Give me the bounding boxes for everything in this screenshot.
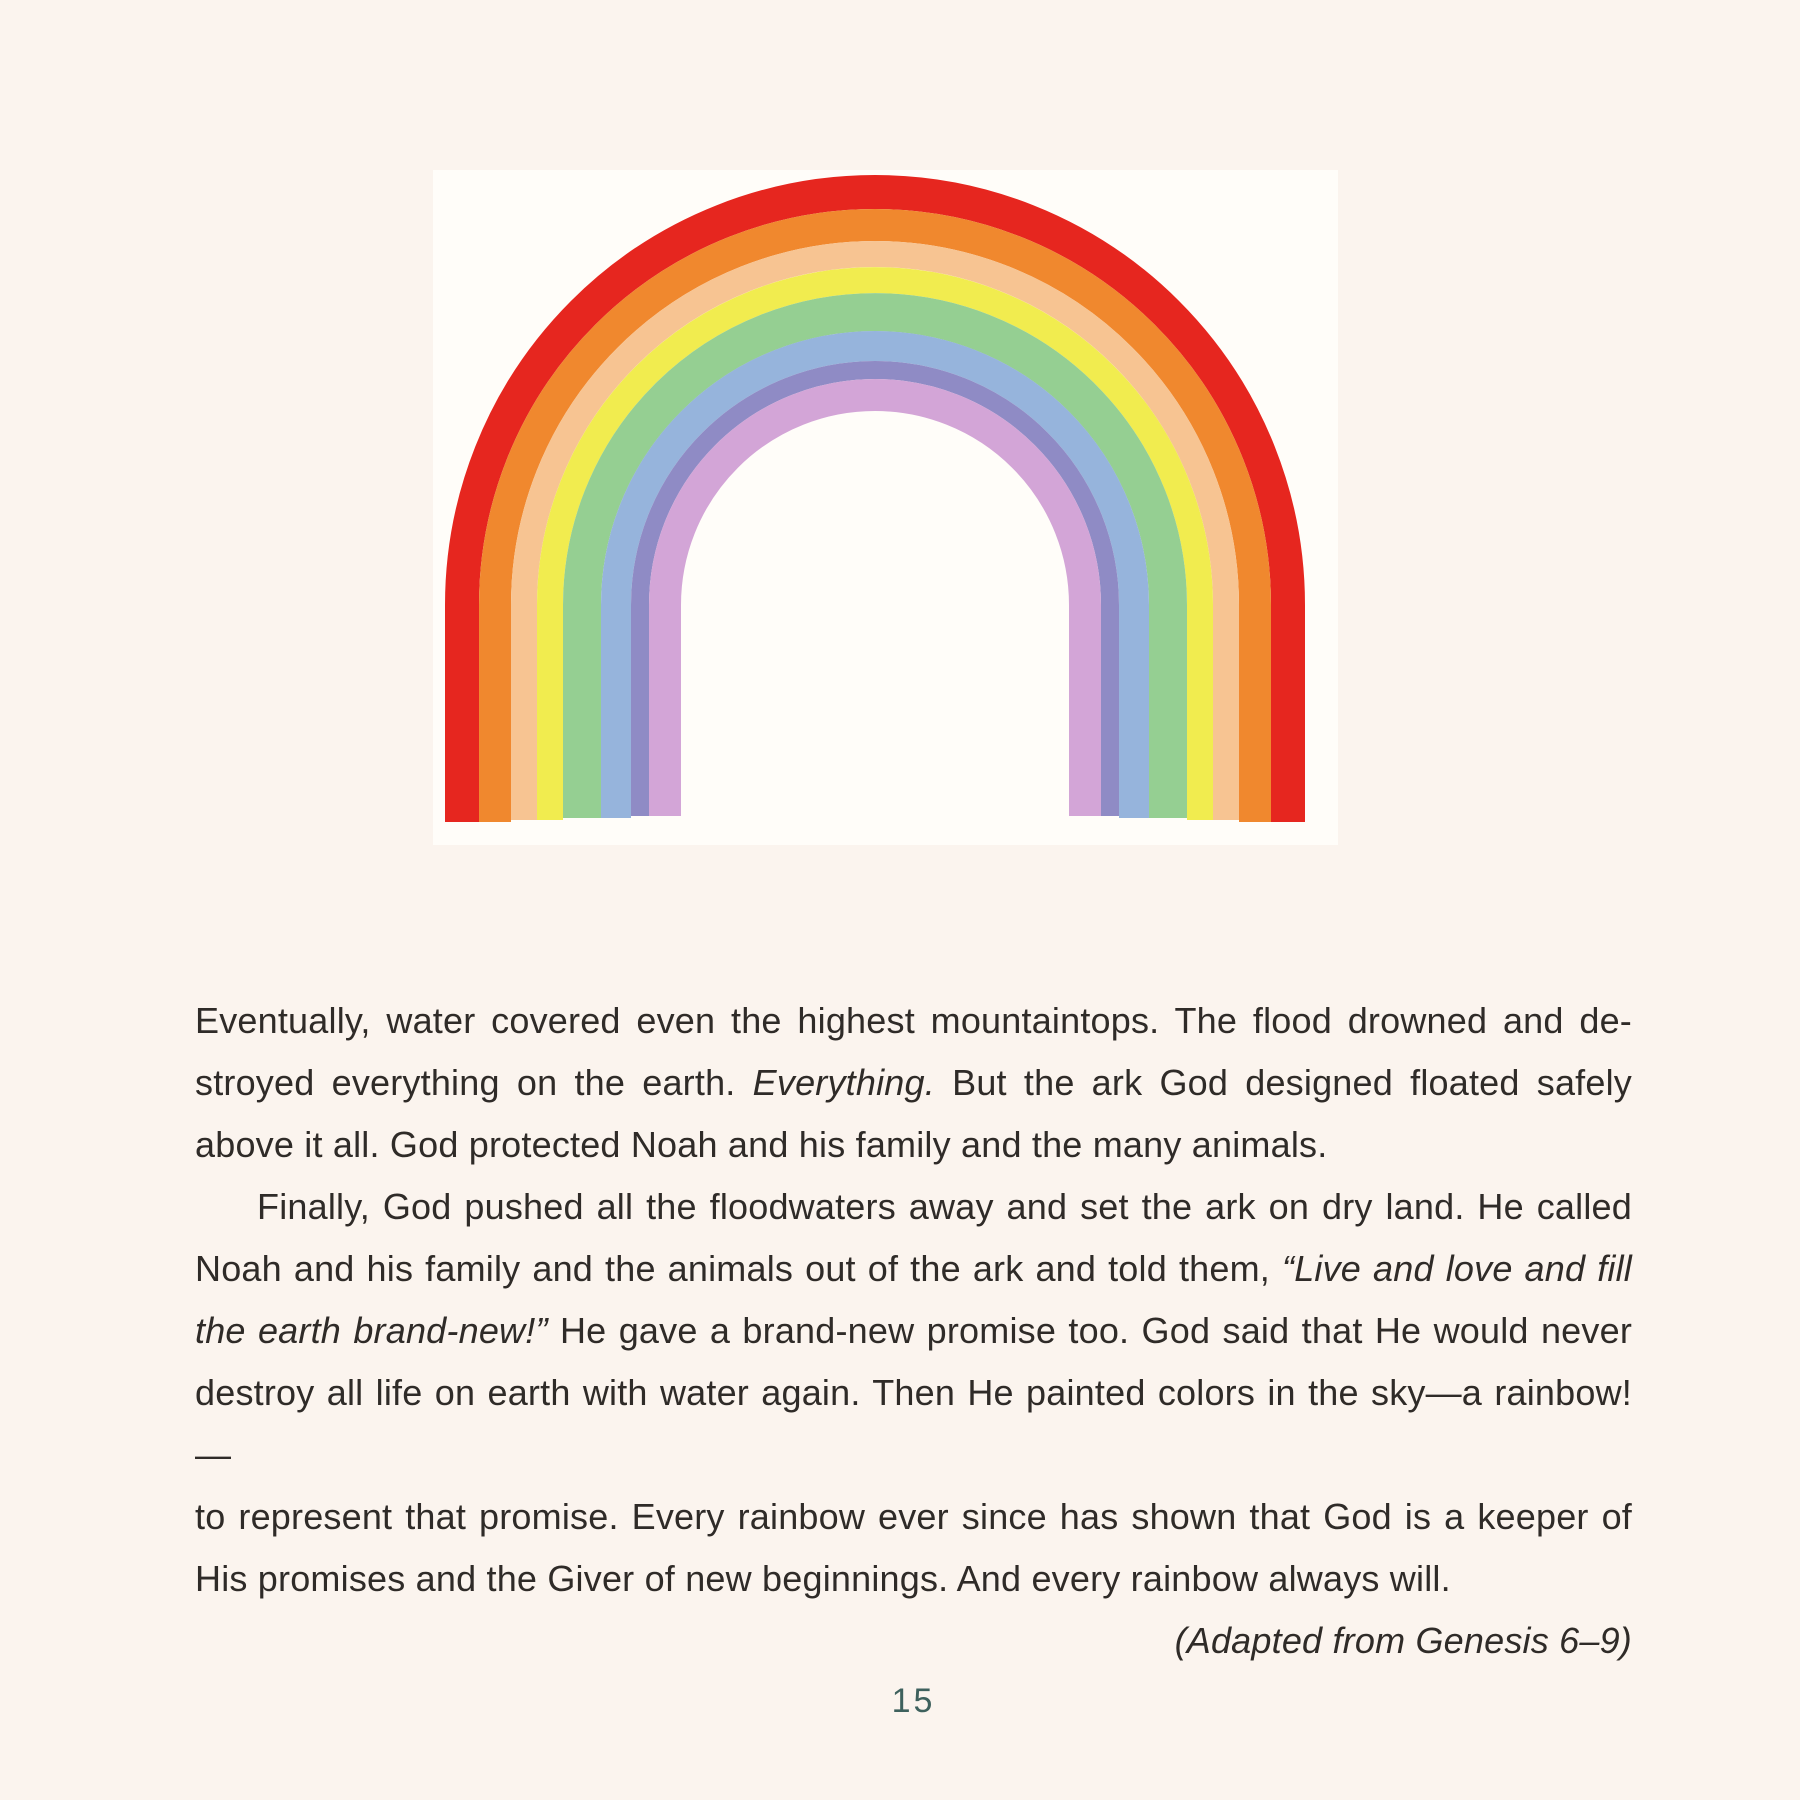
story-text	[195, 990, 1632, 1672]
text-line	[195, 1114, 1632, 1176]
text-line	[195, 1238, 1632, 1300]
page-number: 15	[891, 1682, 936, 1720]
text-line	[195, 1176, 1632, 1238]
rainbow-band-purple	[640, 370, 1110, 816]
text-segment: But the ark God designed floated safely	[934, 1062, 1633, 1103]
text-line	[195, 1548, 1632, 1610]
rainbow-band-blue	[616, 346, 1134, 818]
text-segment-italic: Everything.	[752, 1062, 935, 1103]
rainbow-illustration	[433, 170, 1338, 845]
rainbow-band-pink	[665, 395, 1085, 816]
text-line	[195, 1300, 1632, 1362]
illustration-card	[433, 170, 1338, 845]
text-segment-italic: the earth brand-new!”	[195, 1310, 548, 1351]
text-segment: Eventually, water covered even the highest mountaintops. The flood drowned and de-	[195, 1000, 1632, 1041]
text-segment: Noah and his family and the animals out of the ark and told them,	[195, 1248, 1282, 1289]
text-segment: His promises and the Giver of new beginnings. And every rainbow always will.	[195, 1558, 1451, 1599]
text-segment: stroyed everything on the earth.	[195, 1062, 753, 1103]
text-segment: to represent that promise. Every rainbow ever since has shown that God is a keeper of	[195, 1496, 1632, 1537]
text-segment: He gave a brand-new promise too. God said that He would never	[547, 1310, 1633, 1351]
text-segment: above it all. God protected Noah and his family and the many animals.	[195, 1124, 1328, 1165]
attribution-text: (Adapted from Genesis 6–9)	[1174, 1620, 1632, 1661]
rainbow-arch-bands	[462, 192, 1288, 822]
text-segment: Finally, God pushed all the floodwaters away and set the ark on dry land. He called	[257, 1186, 1632, 1227]
text-line	[195, 1486, 1632, 1548]
text-line	[195, 990, 1632, 1052]
text-line	[195, 1362, 1632, 1486]
text-line	[195, 1052, 1632, 1114]
text-segment-italic: “Live and love and fill	[1282, 1248, 1632, 1289]
text-segment: destroy all life on earth with water again. Then He painted colors in the sky—a rainbow!—	[195, 1372, 1632, 1475]
attribution-line	[195, 1610, 1632, 1672]
